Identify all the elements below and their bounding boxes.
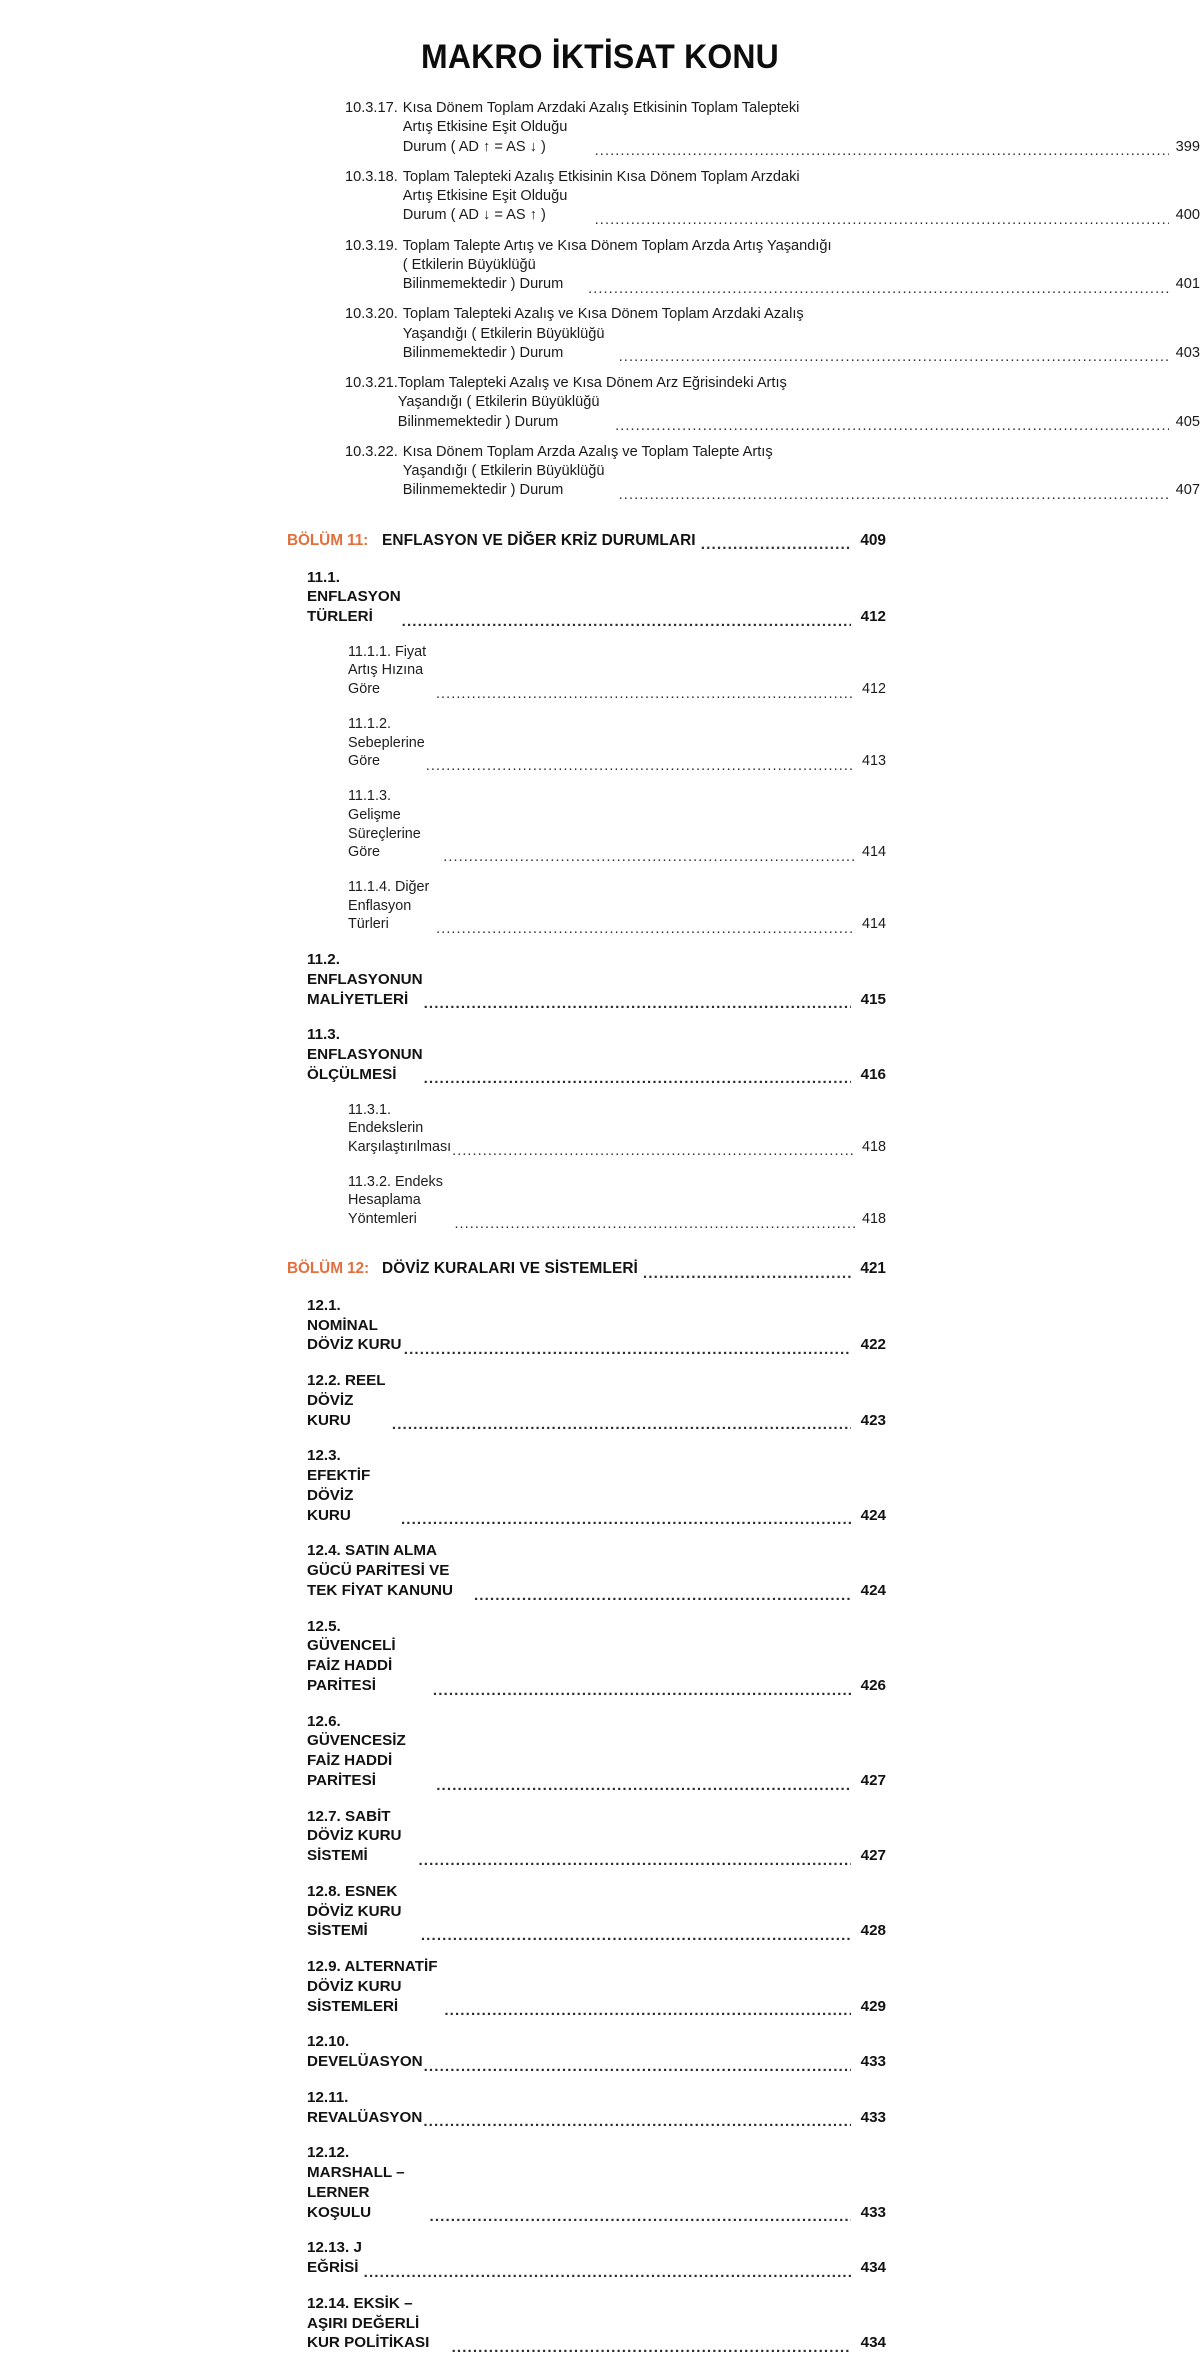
toc-entry[interactable] [0,715,1200,771]
toc-entry[interactable] [0,1807,1200,1866]
toc-entry-line1: Kısa Dönem Toplam Arzdaki Azalış Etkisinin Toplam Talepteki [402,100,800,116]
dot-leader [643,1264,851,1279]
dot-leader [454,1215,855,1229]
dot-leader [588,280,1169,295]
toc-entry-text: 12.11. REVALÜASYON [307,2088,423,2126]
dot-leader [444,2001,851,2016]
toc-entry-text: 12.1. NOMİNAL DÖVİZ KURU [307,1296,402,1354]
toc-entry-line2 [403,256,1200,295]
toc-entry[interactable] [0,1101,1200,1157]
chapter-page-11: 409 [860,531,886,549]
chapter-row-12[interactable] [0,1259,1200,1279]
toc-entry-page: 416 [860,1065,886,1083]
dot-leader [452,2338,851,2353]
toc-entry-body [403,99,1200,157]
dot-leader [402,612,851,627]
toc-entry-page: 418 [861,1139,886,1156]
toc-entry-page: 429 [860,1997,886,2015]
toc-entry-page: 424 [860,1506,886,1524]
toc-entry-text: 11.1.1. Fiyat Artış Hızına Göre [348,643,430,698]
toc-entry-text: 12.4. SATIN ALMA GÜCÜ PARİTESİ VE TEK FİYAT KANUNU [307,1542,454,1599]
toc-entry[interactable] [0,305,1200,363]
toc-entry-number: 10.3.18. [345,168,398,185]
toc-entry-page: 433 [860,2108,886,2126]
toc-entry-text: 11.1.4. Diğer Enflasyon Türleri [348,878,434,933]
toc-entry-text: 11.3. ENFLASYONUN ÖLÇÜLMESİ [307,1026,427,1083]
dot-leader [426,757,855,771]
toc-entry-text: 11.2. ENFLASYONUN MALİYETLERİ [307,951,427,1008]
toc-entry[interactable] [0,443,1200,501]
toc-entry[interactable] [0,2088,1200,2128]
toc-entry-number: 10.3.19. [345,237,398,254]
toc-entry[interactable] [0,1541,1200,1600]
dot-leader [433,1681,851,1696]
dot-leader [701,535,851,550]
toc-entry-line1: Toplam Talepte Artış ve Kısa Dönem Toplam Arzda Artış Yaşandığı [402,237,832,254]
toc-entry-text: 12.2. REEL DÖVİZ KURU [307,1372,390,1429]
toc-section-12 [0,1296,1200,2353]
toc-entry-page: 427 [860,1847,886,1865]
toc-entry-page: 400 [1175,207,1200,224]
toc-entry-page: 405 [1175,413,1200,430]
toc-entry[interactable] [0,237,1200,295]
toc-entry-page: 433 [860,2053,886,2071]
chapter-label-12: BÖLÜM 12: [287,1259,370,1277]
toc-entry[interactable] [0,568,1200,627]
toc-entry-page: 418 [861,1211,886,1228]
dot-leader [595,142,1169,157]
toc-entry-line1: Toplam Talepteki Azalış Etkisinin Kısa Dönem Toplam Arzdaki [402,168,800,185]
toc-entry[interactable] [0,2032,1200,2072]
toc-entry-page: 422 [860,1336,886,1354]
toc-entry-text: 12.7. SABİT DÖVİZ KURU SİSTEMİ [307,1807,406,1865]
toc-entry[interactable] [0,787,1200,862]
toc-entry-page: 428 [860,1922,886,1940]
toc-entry[interactable] [0,1371,1200,1430]
toc-entry-page: 401 [1175,276,1200,292]
dot-leader [423,2112,851,2127]
toc-entry-page: 434 [860,2334,886,2352]
dot-leader [595,211,1169,226]
dot-leader [401,1510,851,1525]
toc-entry-text: 12.6. GÜVENCESİZ FAİZ HADDİ PARİTESİ [307,1712,410,1789]
toc-entry-number: 10.3.22. [345,443,398,460]
toc-entry-page: 427 [860,1771,886,1789]
toc-entry-page: 413 [861,753,886,770]
dot-leader [436,920,855,934]
toc-entry-text: 12.14. EKSİK – AŞIRI DEĞERLİ KUR POLİTİKASI [307,2294,430,2352]
toc-entry-page: 424 [860,1581,886,1599]
toc-entry-page: 434 [860,2259,886,2277]
toc-entry-text: 11.1.2. Sebeplerine Göre [348,715,429,770]
toc-entry[interactable] [0,1957,1200,2016]
chapter-label-11: BÖLÜM 11: [287,531,369,549]
toc-entry-page: 414 [861,844,886,861]
dot-leader [364,2263,851,2278]
dot-leader [615,417,1169,432]
toc-entry-text: 12.13. J EĞRİSİ [307,2239,367,2277]
toc-entry-page: 403 [1175,344,1200,361]
toc-entry[interactable] [0,99,1200,157]
toc-entry[interactable] [0,374,1200,432]
toc-entry-text: 12.3. EFEKTİF DÖVİZ KURU [307,1447,375,1524]
toc-entry[interactable] [0,643,1200,699]
dot-leader [418,1851,851,1866]
dot-leader [421,1926,851,1941]
toc-entry[interactable] [0,1296,1200,1355]
dot-leader [424,994,851,1009]
toc-entry-page: 412 [860,608,886,626]
toc-entry-text: Artış Etkisine Eşit Olduğu Durum ( AD ↓ = AS ↑ ) [402,188,572,224]
toc-entry-line1: Toplam Talepteki Azalış ve Kısa Dönem Arz Eğrisindeki Artış [397,375,787,391]
dot-leader [392,1415,851,1430]
toc-entry[interactable] [0,1882,1200,1941]
dot-leader [424,2057,851,2072]
toc-entry[interactable] [0,1173,1200,1229]
toc-entry-page: 415 [860,990,886,1008]
toc-entry-body [403,237,1200,295]
toc-entry-line2 [398,393,1200,432]
toc-entry-body [403,305,1200,363]
toc-entry-text: ( Etkilerin Büyüklüğü Bilinmemektedir ) Durum [402,256,564,292]
toc-entry[interactable] [0,1446,1200,1525]
dot-leader [424,1069,851,1084]
toc-entry-line2 [403,462,1200,501]
toc-entry-line1: Toplam Talepteki Azalış ve Kısa Dönem Toplam Arzdaki Azalış [402,306,804,323]
toc-entry-text: Yaşandığı ( Etkilerin Büyüklüğü Bilinmemektedir ) Durum [397,394,604,430]
page-title: MAKRO İKTİSAT KONU [421,38,779,76]
toc-entry-text: 12.5. GÜVENCELİ FAİZ HADDİ PARİTESİ [307,1617,400,1694]
dot-leader [443,848,855,862]
toc-entry-page: 399 [1175,138,1200,155]
toc-section-11 [0,568,1200,1229]
toc-entry-page: 412 [861,681,886,698]
toc-entry[interactable] [0,168,1200,226]
toc-entry-line1: Kısa Dönem Toplam Arzda Azalış ve Toplam Talepte Artış [402,443,773,460]
dot-leader [404,1340,851,1355]
toc-entry-text: Yaşandığı ( Etkilerin Büyüklüğü Bilinmemektedir ) Durum [402,463,609,499]
toc-entry-text: 11.3.2. Endeks Hesaplama Yöntemleri [348,1173,447,1228]
toc-entry-text: 12.9. ALTERNATİF DÖVİZ KURU SİSTEMLERİ [307,1958,442,2015]
toc-entry[interactable] [0,1712,1200,1791]
toc-entry-body [403,168,1200,226]
toc-entry-number: 10.3.20. [345,306,398,323]
toc-entry[interactable] [0,950,1200,1009]
toc-entry-text: Yaşandığı ( Etkilerin Büyüklüğü Bilinmemektedir ) Durum [402,325,609,361]
toc-entry[interactable] [0,2238,1200,2278]
dot-leader [436,1776,851,1791]
toc-entry-line2 [403,118,1200,157]
toc-entry-page: 426 [860,1676,886,1694]
toc-entry-page: 423 [860,1411,886,1429]
toc-entry[interactable] [0,2294,1200,2353]
toc-entry-number: 10.3.21. [345,375,398,391]
toc-entry[interactable] [0,1025,1200,1084]
toc-section-10-3 [0,99,1200,501]
toc-entry-text: 12.8. ESNEK DÖVİZ KURU SİSTEMİ [307,1882,406,1940]
chapter-title-11: ENFLASYON VE DİĞER KRİZ DURUMLARI [382,531,696,549]
toc-entry[interactable] [0,1617,1200,1696]
toc-entry-body [398,374,1200,432]
chapter-page-12: 421 [860,1259,886,1277]
dot-leader [436,685,855,699]
chapter-title-12: DÖVİZ KURALARI VE SİSTEMLERİ [382,1259,638,1277]
toc-entry-line2 [403,187,1200,226]
toc-entry-line2 [403,325,1200,364]
dot-leader [619,348,1169,363]
toc-entry-page: 433 [860,2203,886,2221]
toc-entry-body [403,443,1200,501]
chapter-row-11[interactable] [0,531,1200,551]
toc-page [0,38,1200,2352]
toc-entry-text: 12.10. DEVELÜASYON [307,2033,423,2071]
dot-leader [452,1142,855,1156]
dot-leader [430,2207,852,2222]
toc-entry[interactable] [0,2143,1200,2222]
toc-entry-text: 12.12. MARSHALL – LERNER KOŞULU [307,2144,409,2221]
toc-entry-text: 11.1.3. Gelişme Süreçlerine Göre [348,788,425,861]
toc-entry-page: 414 [861,916,886,933]
dot-leader [474,1586,851,1601]
toc-entry-page: 407 [1175,482,1200,499]
toc-entry-text: 11.3.1. Endekslerin Karşılaştırılması [348,1101,452,1156]
toc-entry-text: 11.1. ENFLASYON TÜRLERİ [307,568,405,626]
toc-entry-text: Artış Etkisine Eşit Olduğu Durum ( AD ↑ = AS ↓ ) [402,119,572,155]
dot-leader [619,486,1169,501]
toc-entry[interactable] [0,878,1200,934]
toc-entry-number: 10.3.17. [345,100,398,116]
